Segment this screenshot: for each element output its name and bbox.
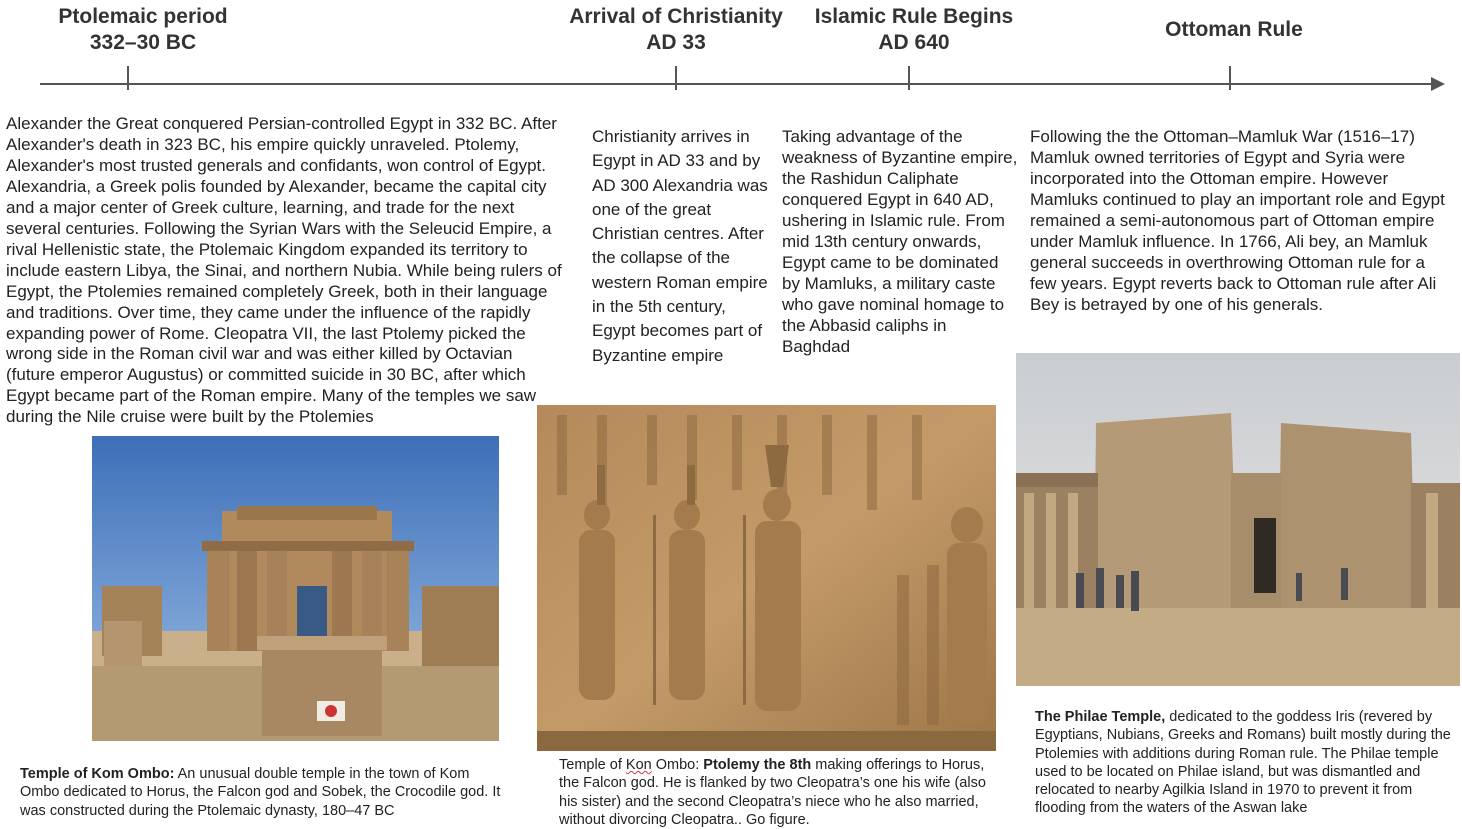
philae-caption-text: dedicated to the goddess Iris (revered by Egyptians, Nubians, Greeks and Romans) built mostly during the Ptolemies with additions during Roman rule. The Philae temple used to be located on Philae island, but was dismantled and relocated to nearby Agilkia Island in 1970 to prevent it from flooding from the waters of the Aswan lake xyxy=(1035,709,1451,817)
ptolemaic-description: Alexander the Great conquered Persian-controlled Egypt in 332 BC. After Alexander's death in 323 BC, his empire quickly unraveled. Ptolemy, Alexander's most trusted generals and confidants, won control of Egypt. Alexandria, a Greek polis founded by Alexander, became the capital city and a major center of Greek culture, learning, and trade for the next several centuries. Following the Syrian Wars with the Seleucid Empire, a rival Hellenistic state, the Ptolemaic Kingdom expanded its territory to include eastern Libya, the Sinai, and northern Nubia. While being rulers of Egypt, the Ptolemies remained completely Greek, both in their language and traditions. Over time, they came under the influence of the rapidly expanding power of Rome. Cleopatra VII, the last Ptolemy picked the wrong side in the Roman civil war and was either killed by Octavian (future emperor Augustus) or committed suicide in 30 BC, after which Egypt became part of the Roman empire. Many of the temples we saw during the Nile cruise were built by the Ptolemies xyxy=(6,114,562,427)
heading-ottoman-rule xyxy=(1134,17,1334,43)
heading-ptolemaic-period xyxy=(28,4,258,56)
heading-ptolemaic-title: Ptolemaic period xyxy=(58,5,228,28)
kom-ombo-caption-text: An unusual double temple in the town of Kom Ombo dedicated to Horus, the Falcon god and Sobek, the Crocodile god. It was constructed during the Ptolemaic dynasty, 180–47 BC xyxy=(20,766,501,819)
relief-caption-text: making offerings to Horus, the Falcon god. He is flanked by two Cleopatra’s one his wife (also his sister) and the second Cleopatra’s niece who he also married, without divorcing Cleopatra.. Go figure. xyxy=(559,757,986,828)
ottoman-description: Following the the Ottoman–Mamluk War (1516–17) Mamluk owned territories of Egypt and Syria were incorporated into the Ottoman empire. However Mamluks continued to play an important role and Egypt remained a semi-autonomous part of Ottoman empire under Mamluk influence. In 1766, Ali bey, an Mamluk general succeeds in overthrowing Ottoman rule for a few years. Egypt reverts back to Ottoman rule after Ali Bey is betrayed by one of his generals. xyxy=(1030,127,1445,314)
ptolemy-relief-photo xyxy=(537,405,996,751)
timeline-tick-ptolemaic xyxy=(127,66,129,90)
philae-temple-photo xyxy=(1016,353,1460,686)
timeline-tick-ottoman xyxy=(1229,66,1231,90)
relief-caption-middle: Ombo: xyxy=(651,757,704,773)
relief-caption xyxy=(559,756,999,829)
relief-caption-misspelled: Kon xyxy=(625,757,652,773)
heading-christianity-title: Arrival of Christianity xyxy=(569,5,783,28)
kom-ombo-caption-title: Temple of Kom Ombo: xyxy=(20,766,175,782)
christianity-description: Christianity arrives in Egypt in AD 33 and by AD 300 Alexandria was one of the great Christian centres. After the collapse of the western Roman empire in the 5th century, Egypt becomes part of Byzantine empire xyxy=(592,127,768,365)
kom-ombo-photo xyxy=(92,436,499,741)
philae-caption xyxy=(1035,708,1460,818)
relief-caption-prefix: Temple of xyxy=(559,757,626,773)
heading-christianity-date: AD 33 xyxy=(646,31,706,54)
heading-islamic-title: Islamic Rule Begins xyxy=(814,5,1014,28)
heading-ottoman-title: Ottoman Rule xyxy=(1165,18,1303,41)
relief-caption-title: Ptolemy the 8th xyxy=(703,757,812,773)
timeline-tick-islamic xyxy=(908,66,910,90)
timeline-arrow-icon xyxy=(1431,77,1445,91)
heading-islamic-date: AD 640 xyxy=(878,31,950,54)
islamic-description: Taking advantage of the weakness of Byzantine empire, the Rashidun Caliphate conquered Egypt in 640 AD, ushering in Islamic rule. From mid 13th century onwards, Egypt came to be dominated by Mamluks, a military caste who gave nominal homage to the Abbasid caliphs in Baghdad xyxy=(782,127,1018,356)
heading-ptolemaic-date: 332–30 BC xyxy=(89,31,197,54)
kom-ombo-caption xyxy=(20,765,512,820)
philae-caption-title: The Philae Temple, xyxy=(1035,709,1166,725)
heading-islamic-rule-begins xyxy=(800,4,1028,56)
timeline-tick-christianity xyxy=(675,66,677,90)
timeline-axis xyxy=(40,83,1435,85)
heading-arrival-of-christianity xyxy=(556,4,796,56)
